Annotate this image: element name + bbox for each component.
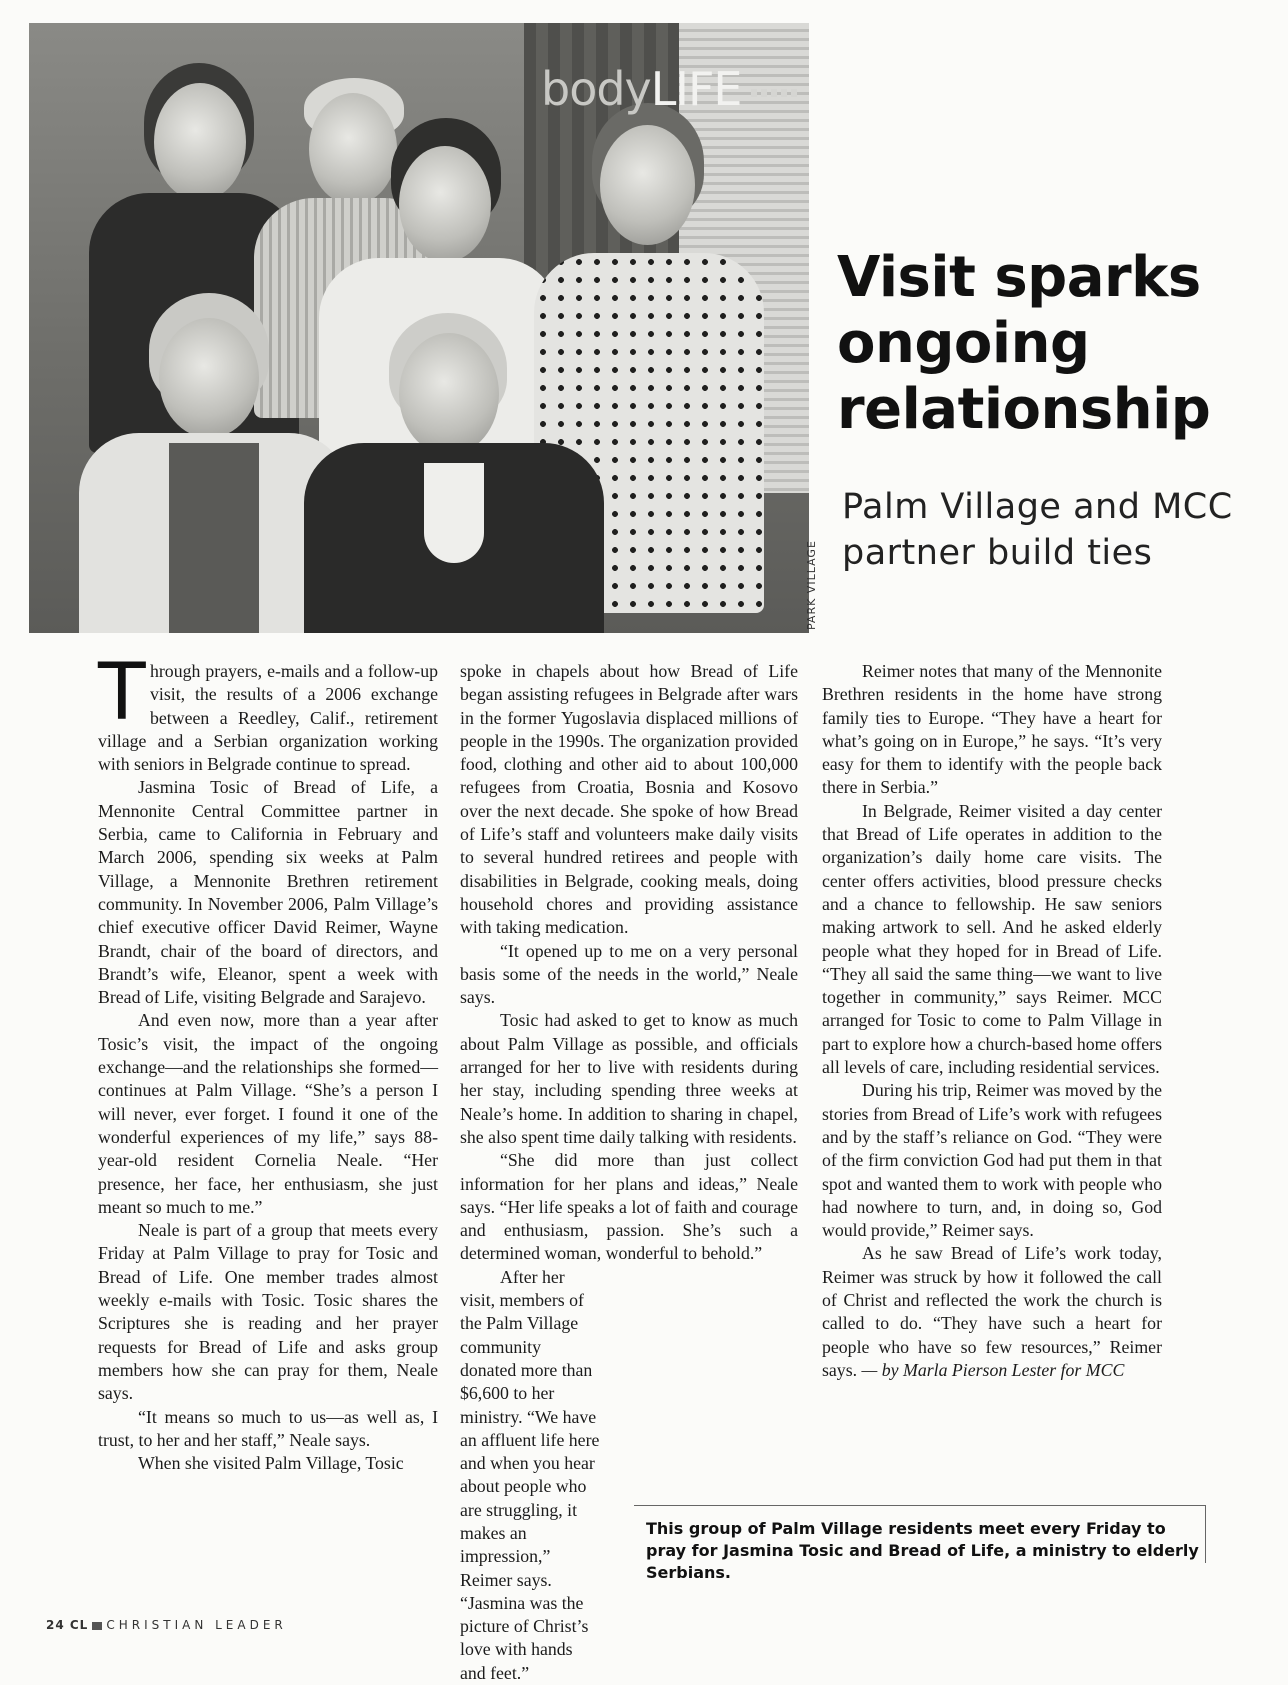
paragraph: “It opened up to me on a very personal basis some of the needs in the world,” Neale says. [460,940,798,1008]
photo-person [304,313,594,633]
section-label-body: body [541,62,651,116]
paragraph: “She did more than just collect information for her plans and ideas,” Neale says. “Her life speaks a lot of faith and courage and enthusiasm, passion. She’s such a determined woman, wonderful to behold.” [460,1150,798,1264]
byline: — by Marla Pierson Lester for MCC [861,1359,1125,1380]
paragraph: “It means so much to us—as well as, I trust, to her and her staff,” Neale says. [98,1406,438,1450]
page-number: 24 CL [46,1618,89,1632]
paragraph: When she visited Palm Village, Tosic [138,1453,404,1474]
section-label [541,61,797,117]
photo-person [79,293,339,633]
drop-cap: T [98,648,146,738]
headline: Visit sparks ongoing relationship [837,245,1211,442]
photo-credit: PARK VILLAGE [805,540,818,630]
footer-separator [92,1622,102,1630]
section-label-life: LIFE [650,62,742,116]
paragraph: After her visit, members of the Palm Village community donated more than $6,600 to her ministry. “We have an affluent life here and when you hear about people who are struggling, it makes an impression,” Reimer says. “Jasmina was the picture of Christ’s love with hands and feet.” [460,1266,600,1683]
article-column-1 [98,648,438,1475]
paragraph: Neale is part of a group that meets every Friday at Palm Village to pray for Tosic and Bread of Life. One member trades almost weekly e-mails with Tosic. Tosic shares the Scriptures she is reading and her prayer requests for Bread of Life and asks group members how she can pray for them, Neale says. [98,1220,438,1404]
paragraph: As he saw Bread of Life’s work today, Reimer was struck by how it followed the call of Christ and reflected the work the church is called to do. “They have such a heart for people who have so few resources,” Reimer says. — by Marla Pierson Lester for MCC [822,1243,1162,1380]
group-photo [29,23,809,633]
page-footer [46,1618,287,1638]
paragraph: Reimer notes that many of the Mennonite Brethren residents in the home have strong family ties to Europe. “They have a heart for what’s going on in Europe,” he says. “It’s very easy for them to identify with the people back there in Serbia.” [822,661,1162,798]
paragraph: And even now, more than a year after Tosic’s visit, the impact of the ongoing exchange—and the relationships she formed—continues at Palm Village. “She’s a person I will never, ever forget. I found it one of the wonderful experiences of my life,” says 88-year-old resident Cornelia Neale. “Her presence, her face, her enthusiasm, she just meant so much to me.” [98,1010,438,1217]
decorative-dots [751,89,797,97]
paragraph: During his trip, Reimer was moved by the stories from Bread of Life’s work with refugees and by the staff’s reliance on God. “They were of the firm conviction God had put them in that spot and wanted them to work with people who had nowhere to turn, and, in doing so, God would provide,” Reimer says. [822,1080,1162,1241]
subhead: Palm Village and MCC partner build ties [842,487,1233,573]
photo-caption: This group of Palm Village residents meet every Friday to pray for Jasmina Tosic and Bread of Life, a ministry to elderly Serbians. [634,1505,1206,1563]
paragraph: Jasmina Tosic of Bread of Life, a Mennonite Central Committee partner in Serbia, came to California in February and March 2006, spending six weeks at Palm Village, a Mennonite Brethren retirement community. In November 2006, Palm Village’s chief executive officer David Reimer, Wayne Brandt, chair of the board of directors, and Brandt’s wife, Eleanor, spent a week with Bread of Life, visiting Belgrade and Sarajevo. [98,777,438,1008]
paragraph: Through prayers, e-mails and a follow-up visit, the results of a 2006 exchange between a Reedley, Calif., retirement village and a Serbian organization working with seniors in Belgrade continue to spread. [98,648,438,775]
article-column-3 [822,660,1162,1382]
publication-name: CHRISTIAN LEADER [106,1618,287,1632]
paragraph: Tosic had asked to get to know as much about Palm Village as possible, and officials arranged for her to live with residents during her stay, including spending three weeks at Neale’s home. In addition to sharing in chapel, she also spent time daily talking with residents. [460,1010,798,1147]
paragraph: In Belgrade, Reimer visited a day center that Bread of Life operates in addition to the organization’s daily home care visits. The center offers activities, blood pressure checks and a chance to fellowship. He saw seniors making artwork to sell. And he asked elderly people what they hoped for in Bread of Life. “They all said the same thing—we want to live together in community,” says Reimer. MCC arranged for Tosic to come to Palm Village in part to explore how a church-based home offers all levels of care, including residential services. [822,800,1162,1078]
paragraph: spoke in chapels about how Bread of Life began assisting refugees in Belgrade after wars in the former Yugoslavia displaced millions of people in the 1990s. The organization provided food, clothing and other aid to about 100,000 refugees from Croatia, Bosnia and Kosovo over the next decade. She spoke of how Bread of Life’s staff and volunteers make daily visits to several hundred retirees and people with disabilities in Belgrade, cooking meals, doing household chores and providing assistance with taking medication. [460,661,798,938]
